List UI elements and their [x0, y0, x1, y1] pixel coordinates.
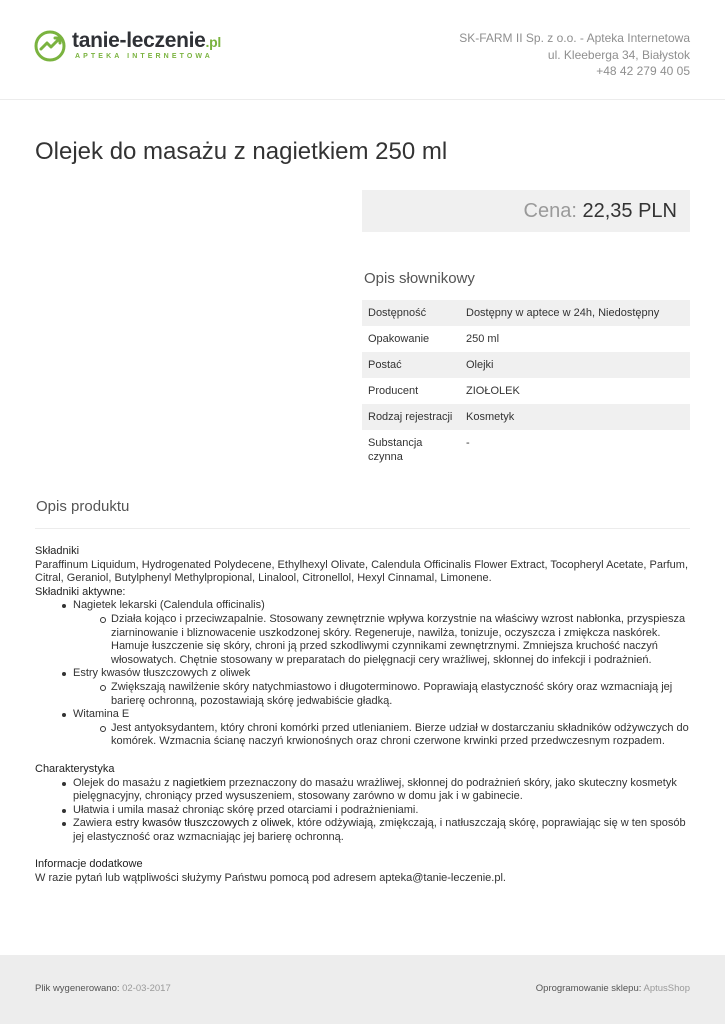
page-footer [0, 955, 725, 1024]
list-item [35, 667, 690, 708]
logo-tld: .pl [205, 34, 221, 50]
char-text: , które odżywiają, zmiękczają, i natłuszczają skórę, poprawiając się w ten sposób jej elastyczność oraz wzmacniając jej barierę ochronną. [73, 817, 686, 843]
dictionary-table [362, 300, 690, 470]
active-ingredients-list [35, 599, 690, 749]
ingredients-heading: Składniki [35, 545, 80, 557]
table-row [362, 326, 690, 352]
ingredients-text: Paraffinum Liquidum, Hydrogenated Polydecene, Ethylhexyl Olivate, Calendula Officinalis Flower Extract, Tocopheryl Acetate, Parfum, Citral, Geraniol, Butylphenyl Methylpropional, Linalool, Citronellol, Hexyl Cinnamal, Limonene. [35, 558, 689, 585]
row-value: Dostępny w aptece w 24h, Niedostępny [460, 300, 690, 326]
list-item [35, 599, 690, 667]
contact-email-link[interactable]: apteka@tanie-leczenie.pl [379, 872, 503, 885]
characteristics-heading: Charakterystyka [35, 762, 115, 775]
table-row [362, 404, 690, 430]
row-value: - [466, 437, 470, 449]
list-item: Działa kojąco i przeciwzapalnie. Stosowany zewnętrznie wpływa korzystnie na właściwy wzrost nabłonka, przyspiesza ziarninowanie i bliznowacenie uszkodzonej skóry. Regeneruje, nawilża, tonizuje, oczyszcza i zmiękcza naskórek. Hamuje łuszczenie się skóry, chroni ją przed szkodliwymi czynnikami zewnętrznymi. Zmniejsza kruchość naczyń włosowatych. Chętnie stosowany w preparatach do pielęgnacji cery wrażliwej, skłonnej do infekcji i podrażnień. [73, 613, 690, 667]
list-item [35, 777, 690, 804]
price-value: 22,35 PLN [582, 200, 677, 222]
row-key: Dostępność [362, 300, 460, 326]
company-address: ul. Kleeberga 34, Białystok [547, 47, 690, 62]
char-text: Olejek do masażu z [73, 776, 173, 789]
char-highlight: nagietkiem [172, 776, 226, 789]
logo-icon [34, 29, 68, 63]
product-title: Olejek do masażu z nagietkiem 250 ml [35, 138, 448, 165]
ingredient-name: Nagietek lekarski (Calendula officinalis) [73, 599, 265, 612]
list-item [35, 708, 690, 749]
list-item [35, 817, 690, 844]
info-heading: Informacje dodatkowe [35, 858, 143, 871]
description-content [35, 545, 690, 886]
company-phone: +48 42 279 40 05 [596, 64, 690, 78]
sub-list [73, 681, 690, 708]
row-value: ZIOŁOLEK [466, 385, 520, 397]
price-box [362, 190, 690, 232]
info-text: W razie pytań lub wątpliwości służymy Państwu pomocą pod adresem apteka@tanie-leczenie.pl. [35, 872, 506, 885]
char-text: przeznaczony do masażu wrażliwej, skłonnej do podrażnień skóry, jako skuteczny kosmetyk pielęgnacyjny, chroniący przed wysuszeniem, stosowany zarówno w domu jak i w gabinecie. [73, 776, 677, 803]
list-item: Ułatwia i umila masaż chroniąc skórę przed otarciami i podrażnieniami. [35, 804, 690, 818]
logo[interactable] [34, 29, 234, 69]
generated-label: Plik wygenerowano: [35, 983, 120, 994]
row-key: Producent [368, 385, 419, 397]
company-name: SK-FARM II Sp. z o.o. - Apteka Internetowa [459, 31, 690, 45]
char-text: Zawiera [73, 817, 116, 830]
sub-list [73, 613, 690, 667]
list-item: Jest antyoksydantem, który chroni komórki przed utlenianiem. Bierze udział w dostarczaniu składników odżywczych do komórek. Wzmacnia ścianę naczyń krwionośnych oraz chroni czerwone krwinki przed przedwczesnym rozpadem. [73, 722, 690, 749]
dictionary-title: Opis słownikowy [364, 270, 475, 287]
description-title: Opis produktu [36, 498, 130, 515]
ingredient-name: Estry kwasów tłuszczowych z oliwek [73, 667, 251, 680]
company-info [459, 30, 690, 80]
logo-name: tanie-leczenie.pl [72, 29, 221, 52]
table-row [362, 352, 690, 378]
char-highlight: estry kwasów tłuszczowych z oliwek [115, 817, 292, 830]
active-ingredients-heading: Składniki aktywne: [35, 585, 126, 598]
characteristics-list [35, 777, 690, 845]
generated-date: 02-03-2017 [122, 983, 171, 994]
list-item: Zwiększają nawilżenie skóry natychmiastowo i długoterminowo. Poprawiają elastyczność skóry oraz wzmacniają jej barierę ochronną, pozostawiają skórę jedwabiście gładką. [73, 681, 690, 708]
page-header [0, 0, 725, 100]
logo-subtitle: APTEKA INTERNETOWA [75, 53, 213, 60]
row-key: Opakowanie [368, 333, 430, 345]
ingredient-name: Witamina E [73, 708, 130, 721]
sub-list [73, 722, 690, 749]
row-key: Substancja czynna [368, 437, 423, 463]
table-row [362, 300, 690, 326]
software-link[interactable]: AptusShop [643, 983, 690, 994]
table-row [362, 378, 690, 404]
software-info [536, 983, 690, 994]
table-row [362, 430, 690, 470]
generated-info [35, 983, 171, 994]
row-value: Kosmetyk [460, 404, 690, 430]
row-value: 250 ml [466, 333, 500, 345]
software-label: Oprogramowanie sklepu: [535, 983, 642, 994]
divider [35, 528, 690, 529]
row-key: Postać [362, 352, 460, 378]
price-label: Cena: [523, 200, 577, 222]
row-key: Rodzaj rejestracji [362, 404, 460, 430]
row-value: Olejki [460, 352, 690, 378]
